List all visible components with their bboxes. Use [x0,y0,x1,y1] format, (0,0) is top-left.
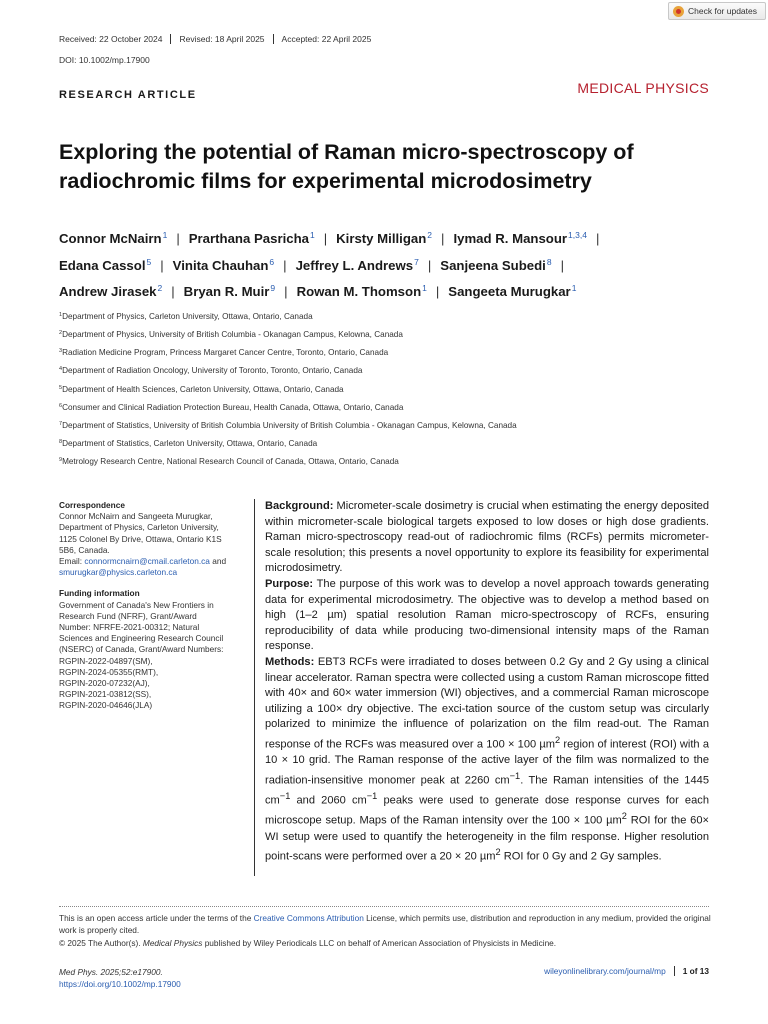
affiliation: $^8$Department of Statistics, Carleton University, Ottawa, Ontario, Canada [59,438,318,448]
abstract-purpose: Purpose: The purpose of this work was to develop a novel approach towards generating data for experimental microdosimetry. The objective was to develop a method based on high (1–2 µm) spatial resolution Raman micro-spectroscopy of RCFs, ensuring reproducibility of data while producing two-dimensional intensity maps of the Raman response. [265,577,709,653]
funding-line: RGPIN-2022-04897(SM), [59,655,153,666]
title-line-1: Exploring the potential of Raman micro-spectroscopy of [59,140,634,164]
affiliation: $^5$Department of Health Sciences, Carleton University, Ottawa, Ontario, Canada [59,384,344,394]
funding-line: Number: NFRFE-2021-00312; Natural [59,622,200,633]
page-info [544,966,709,976]
affiliation-list [59,306,739,469]
abstract-methods: Methods: EBT3 RCFs were irradiated to doses between 0.2 Gy and 2 Gy using a clinical linear accelerator. Raman spectra were collected using a custom Raman microscope fitted with 40× and 60× water immersion (WI) objectives, and a commercial Raman microscope utilizing a 100× dry objective. The exci-tation source of the custom setup was circularly polarized to minimize the influence of polarization on the film read-out. The Raman response of the RCFs was measured over a 100 × 100 µm$^2$ region of interest (ROI) with a 10 × 10 grid. The Raman response of the active layer of the film was normalized to the radiation-insensitive monomer peak at 2260 $cm^{-1}$. The Raman intensities of the 1445 $cm^{-1}$ and 2060 $cm^{-1}$ peaks were used to generate dose response curves for each microscope setup. Maps of the Raman intensity over the 100 × 100 µm$^2$ ROI for the 60× WI setup were used to quantify the heterogeneity in the film response. Higher resolution point-scans were performed over a 20 × 20 µm$^2$ ROI for 0 Gy and 2 Gy samples. [265,655,709,863]
accepted-date: Accepted: 22 April 2025 [281,34,372,44]
affiliation: $^1$Department of Physics, Carleton University, Ottawa, Ontario, Canada [59,312,313,321]
license-text: This is an open access article under the terms of the Creative Commons Attribution License, which permits use, distribution and reproduction in any medium, provided the original work is properly cited. [59,913,711,936]
funding-line: (NSERC) of Canada, Grant/Award Numbers: [59,644,224,655]
author[interactable]: Jeffrey L. Andrews$^7$ [295,256,419,273]
email-link[interactable]: smurugkar@physics.carleton.ca [59,567,178,578]
article-dates [59,34,387,44]
crossmark-icon [673,6,684,17]
copyright-text: © 2025 The Author(s). Medical Physics published by Wiley Periodicals LLC on behalf of American Association of Physicists in Medicine. [59,937,557,948]
funding-block [59,588,249,711]
author[interactable]: Prarthana Pasricha$^1$ [188,230,315,246]
email-link[interactable]: connormcnairn@cmail.carleton.ca [84,556,210,567]
funding-line: RGPIN-2020-07232(AJ), [59,678,150,689]
funding-line: Government of Canada's New Frontiers in [59,599,214,610]
author[interactable]: Iymad R. Mansour$^{1,3,4}$ [453,230,587,246]
funding-line: Sciences and Engineering Research Council [59,633,224,644]
author-row: Edana Cassol$^5$ | Vinita Chauhan$^6$ | Jeffrey L. Andrews$^7$ | Sanjeena Subedi$^8$ | [59,256,564,273]
affiliation: $^3$Radiation Medicine Program, Princess Margaret Cancer Centre, Toronto, Ontario, Canada [59,348,389,358]
correspondence-block [59,500,249,578]
affiliation: $^9$Metrology Research Centre, National Research Council of Canada, Ottawa, Ontario, Canada [59,457,399,467]
affiliation: $^7$Department of Statistics, University of British Columbia University of British Columbia - Okanagan Campus, Kelowna, Canada [59,420,517,430]
author[interactable]: Connor McNairn$^1$ [59,230,168,246]
funding-heading: Funding information [59,588,140,599]
affiliation: $^2$Department of Physics, University of British Columbia - Okanagan Campus, Kelowna, Canada [59,330,403,340]
author[interactable]: Kirsty Milligan$^2$ [336,230,433,246]
author-row: Connor McNairn$^1$ | Prarthana Pasricha$^1$ | Kirsty Milligan$^2$ | Iymad R. Mansour$^{1,3,4}$ | [59,230,600,246]
article-title [59,138,719,196]
author[interactable]: Rowan M. Thomson$^1$ [296,283,427,299]
check-for-updates-label: Check for updates [688,6,757,16]
page-number: 1 of 13 [674,966,709,976]
funding-line: RGPIN-2020-04646(JLA) [59,700,153,711]
funding-line: RGPIN-2024-05355(RMT), [59,666,159,677]
email-line: Email: connormcnairn@cmail.carleton.ca and [59,556,227,567]
author-row: Andrew Jirasek$^2$ | Bryan R. Muir$^9$ | Rowan M. Thomson$^1$ | Sangeeta Murugkar$^1$ [59,283,577,299]
received-date: Received: 22 October 2024 [59,34,171,44]
footer-divider [59,906,709,907]
correspondence-line: 1125 Colonel By Drive, Ottawa, Ontario K1S [59,533,222,544]
author[interactable]: Edana Cassol$^5$ [59,256,152,273]
license-notice [59,912,711,949]
citation: Med Phys. 2025;52:e17900. [59,967,163,977]
correspondence-line: 5B6, Canada. [59,544,110,555]
journal-name: MEDICAL PHYSICS [577,80,709,96]
author[interactable]: Sanjeena Subedi$^8$ [440,256,552,273]
article-type: RESEARCH ARTICLE [59,89,197,101]
correspondence-line: Connor McNairn and Sangeeta Murugkar, [59,511,213,522]
title-line-2: radiochromic films for experimental microdosimetry [59,169,592,193]
author[interactable]: Andrew Jirasek$^2$ [59,283,163,299]
doi: DOI: 10.1002/mp.17900 [59,55,150,65]
affiliation: $^6$Consumer and Clinical Radiation Protection Bureau, Health Canada, Ottawa, Ontario, Canada [59,402,404,412]
sidebar-info [59,500,249,722]
author-list [59,224,729,304]
abstract-background: Background: Micrometer-scale dosimetry is crucial when estimating the energy deposited within micrometer-scale biological targets exposed to low doses or high dose gradients. Raman micro-spectroscopy read-out of radiochromic films (RCFs) permits micrometer-scale resolution; this presents a novel opportunity to explore its feasibility for experimental microdosimetry. [265,500,709,575]
doi-link[interactable]: https://doi.org/10.1002/mp.17900 [59,979,181,990]
author[interactable]: Vinita Chauhan$^6$ [172,256,275,273]
correspondence-line: Department of Physics, Carleton University, [59,522,219,533]
correspondence-heading: Correspondence [59,500,125,510]
cc-license-link[interactable]: Creative Commons Attribution [253,913,364,923]
check-for-updates-button[interactable] [668,2,766,20]
citation-block [59,966,181,991]
revised-date: Revised: 18 April 2025 [179,34,273,44]
author[interactable]: Bryan R. Muir$^9$ [183,283,276,299]
author[interactable]: Sangeeta Murugkar$^1$ [448,283,577,299]
funding-line: RGPIN-2021-03812(SS), [59,689,152,700]
funding-line: Research Fund (NFRF), Grant/Award [59,610,197,621]
journal-site-link[interactable]: wileyonlinelibrary.com/journal/mp [544,966,666,976]
affiliation: $^4$Department of Radiation Oncology, University of Toronto, Toronto, Ontario, Canada [59,366,363,376]
abstract [254,499,709,876]
